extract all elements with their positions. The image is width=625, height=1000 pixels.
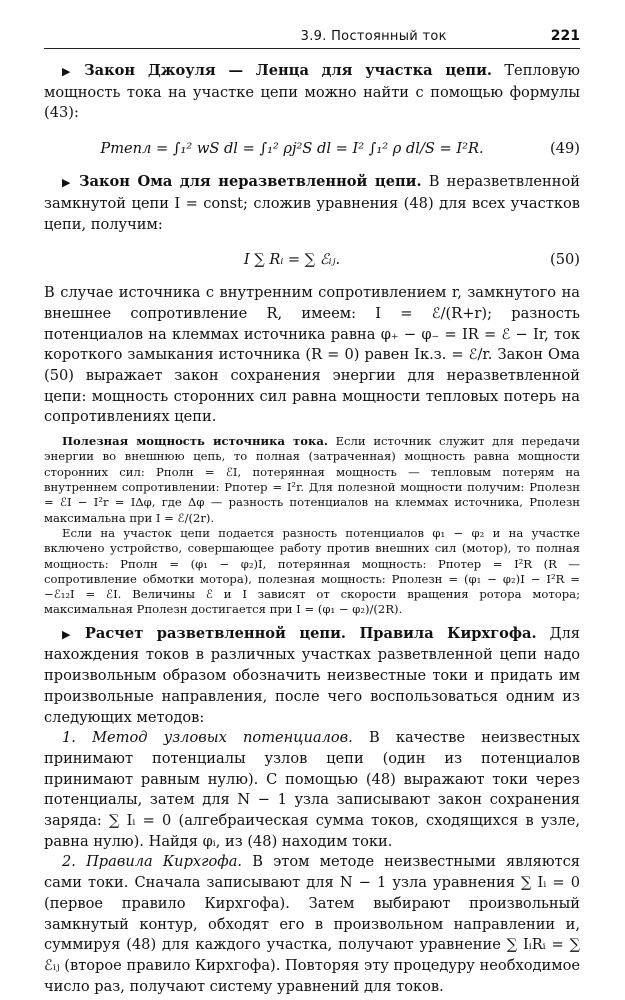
formula-49-number: (49) [550,139,580,157]
method-1-text: В качестве неизвестных принимают потенциалы узлов цепи (один из потенциалов принимают равным нулю). С помощью (48) выражают токи через потенциалы, затем для N − 1 узла записывают закон сохранения заряда: ∑ Iᵢ = 0 (алгебраическая сумма токов, сходящихся в узле, равна нулю). Найдя φᵢ, из (48) находим токи. [44,729,580,850]
method-1-paragraph [44,728,580,852]
formula-49-expression: Pтепл = ∫₁² wS dl = ∫₁² ρj²S dl = I² ∫₁² ρ dl/S = I²R. [100,139,484,157]
section-marker-icon: ▶ [62,176,73,190]
kirchhoff-paragraph [44,624,580,729]
kirchhoff-text: Для нахождения токов в различных участках разветвленной цепи надо произвольным образом обозначить неизвестные токи и придать им произвольные направления, после чего воспользоваться одним из следующих методов: [44,624,580,726]
useful-power-block [44,434,580,618]
method-2-title: 2. Правила Кирхгофа. [62,853,243,871]
joule-text: Тепловую мощность тока на участке цепи можно найти с помощью формулы (43): [44,62,580,122]
page-number: 221 [550,28,580,44]
running-title: 3.9. Постоянный ток [300,29,447,44]
kirchhoff-heading: Расчет разветвленной цепи. Правила Кирхгофа. [84,624,537,642]
useful-power-paragraph-2: Если на участок цепи подается разность потенциалов φ₁ − φ₂ и на участке включено устройство, совершающее работу против внешних сил (мотор), то полная мощность: Pполн = (φ₁ − φ₂)I, потерянная мощность: Pпотер = I²R (R — сопротивление обмотки мотора), полезная мощность: Pполезн = (φ₁ − φ₂)I − I²R = −ℰ₁₂I = ℰI. Величины ℰ и I зависят от скорости вращения ротора мотора; максимальная Pполезн достигается при I = (φ₁ − φ₂)/(2R). [44,525,580,617]
ohm-paragraph [44,172,580,235]
formula-50-number: (50) [550,250,580,268]
formula-50 [44,241,580,277]
useful-power-text-1: Если источник служит для передачи энергии во внешнюю цепь, то полная (затраченная) мощность равна мощности сторонних сил: Pполн = ℰI, потерянная мощность — тепловым потерям на внутреннем сопротивлении: Pпотер = I²r. Для полезной мощности получим: Pполезн = ℰI − I²r = IΔφ, где Δφ — разность потенциалов на клеммах источника, Pполезн максимальна при I = ℰ/(2r). [44,434,580,525]
ohm-text: В неразветвленной замкнутой цепи I = const; сложив уравнения (48) для всех участков цепи, получим: [44,173,580,233]
joule-paragraph [44,61,580,124]
section-marker-icon: ▶ [62,627,79,641]
joule-heading: Закон Джоуля — Ленца для участка цепи. [84,62,493,79]
method-1-title: 1. Метод узловых потенциалов. [62,729,353,747]
method-2-paragraph [44,852,580,997]
ohm-explanation: В случае источника с внутренним сопротивлением r, замкнутого на внешнее сопротивление R, имеем: I = ℰ/(R+r); разность потенциалов на клеммах источника равна φ₊ − φ₋ = IR = ℰ − Ir, ток короткого замыкания источника (R = 0) равен Iк.з. = ℰ/r. Закон Ома (50) выражает закон сохранения энергии для неразветвленной цепи: мощность сторонних сил равна мощности тепловых потерь на сопротивлениях цепи. [44,284,580,426]
useful-power-paragraph-1 [44,434,580,526]
method-2-text: В этом методе неизвестными являются сами токи. Сначала записывают для N − 1 узла уравнения ∑ Iᵢ = 0 (первое правило Кирхгофа). Затем выбирают произвольный замкнутый контур, обходят его в произвольном направлении и, суммируя (48) для каждого участка, получают уравнение ∑ IᵢRᵢ = ∑ ℰᵢⱼ (второе правило Кирхгофа). Повторяя эту процедуру необходимое число раз, получают систему уравнений для токов. [44,853,581,995]
formula-49 [44,130,580,166]
useful-power-heading: Полезная мощность источника тока. [62,434,328,449]
ohm-heading: Закон Ома для неразветвленной цепи. [78,173,422,191]
section-marker-icon: ▶ [62,65,79,78]
running-header [44,28,580,49]
page [44,28,580,997]
formula-50-expression: I ∑ Rᵢ = ∑ ℰᵢⱼ. [243,250,341,268]
